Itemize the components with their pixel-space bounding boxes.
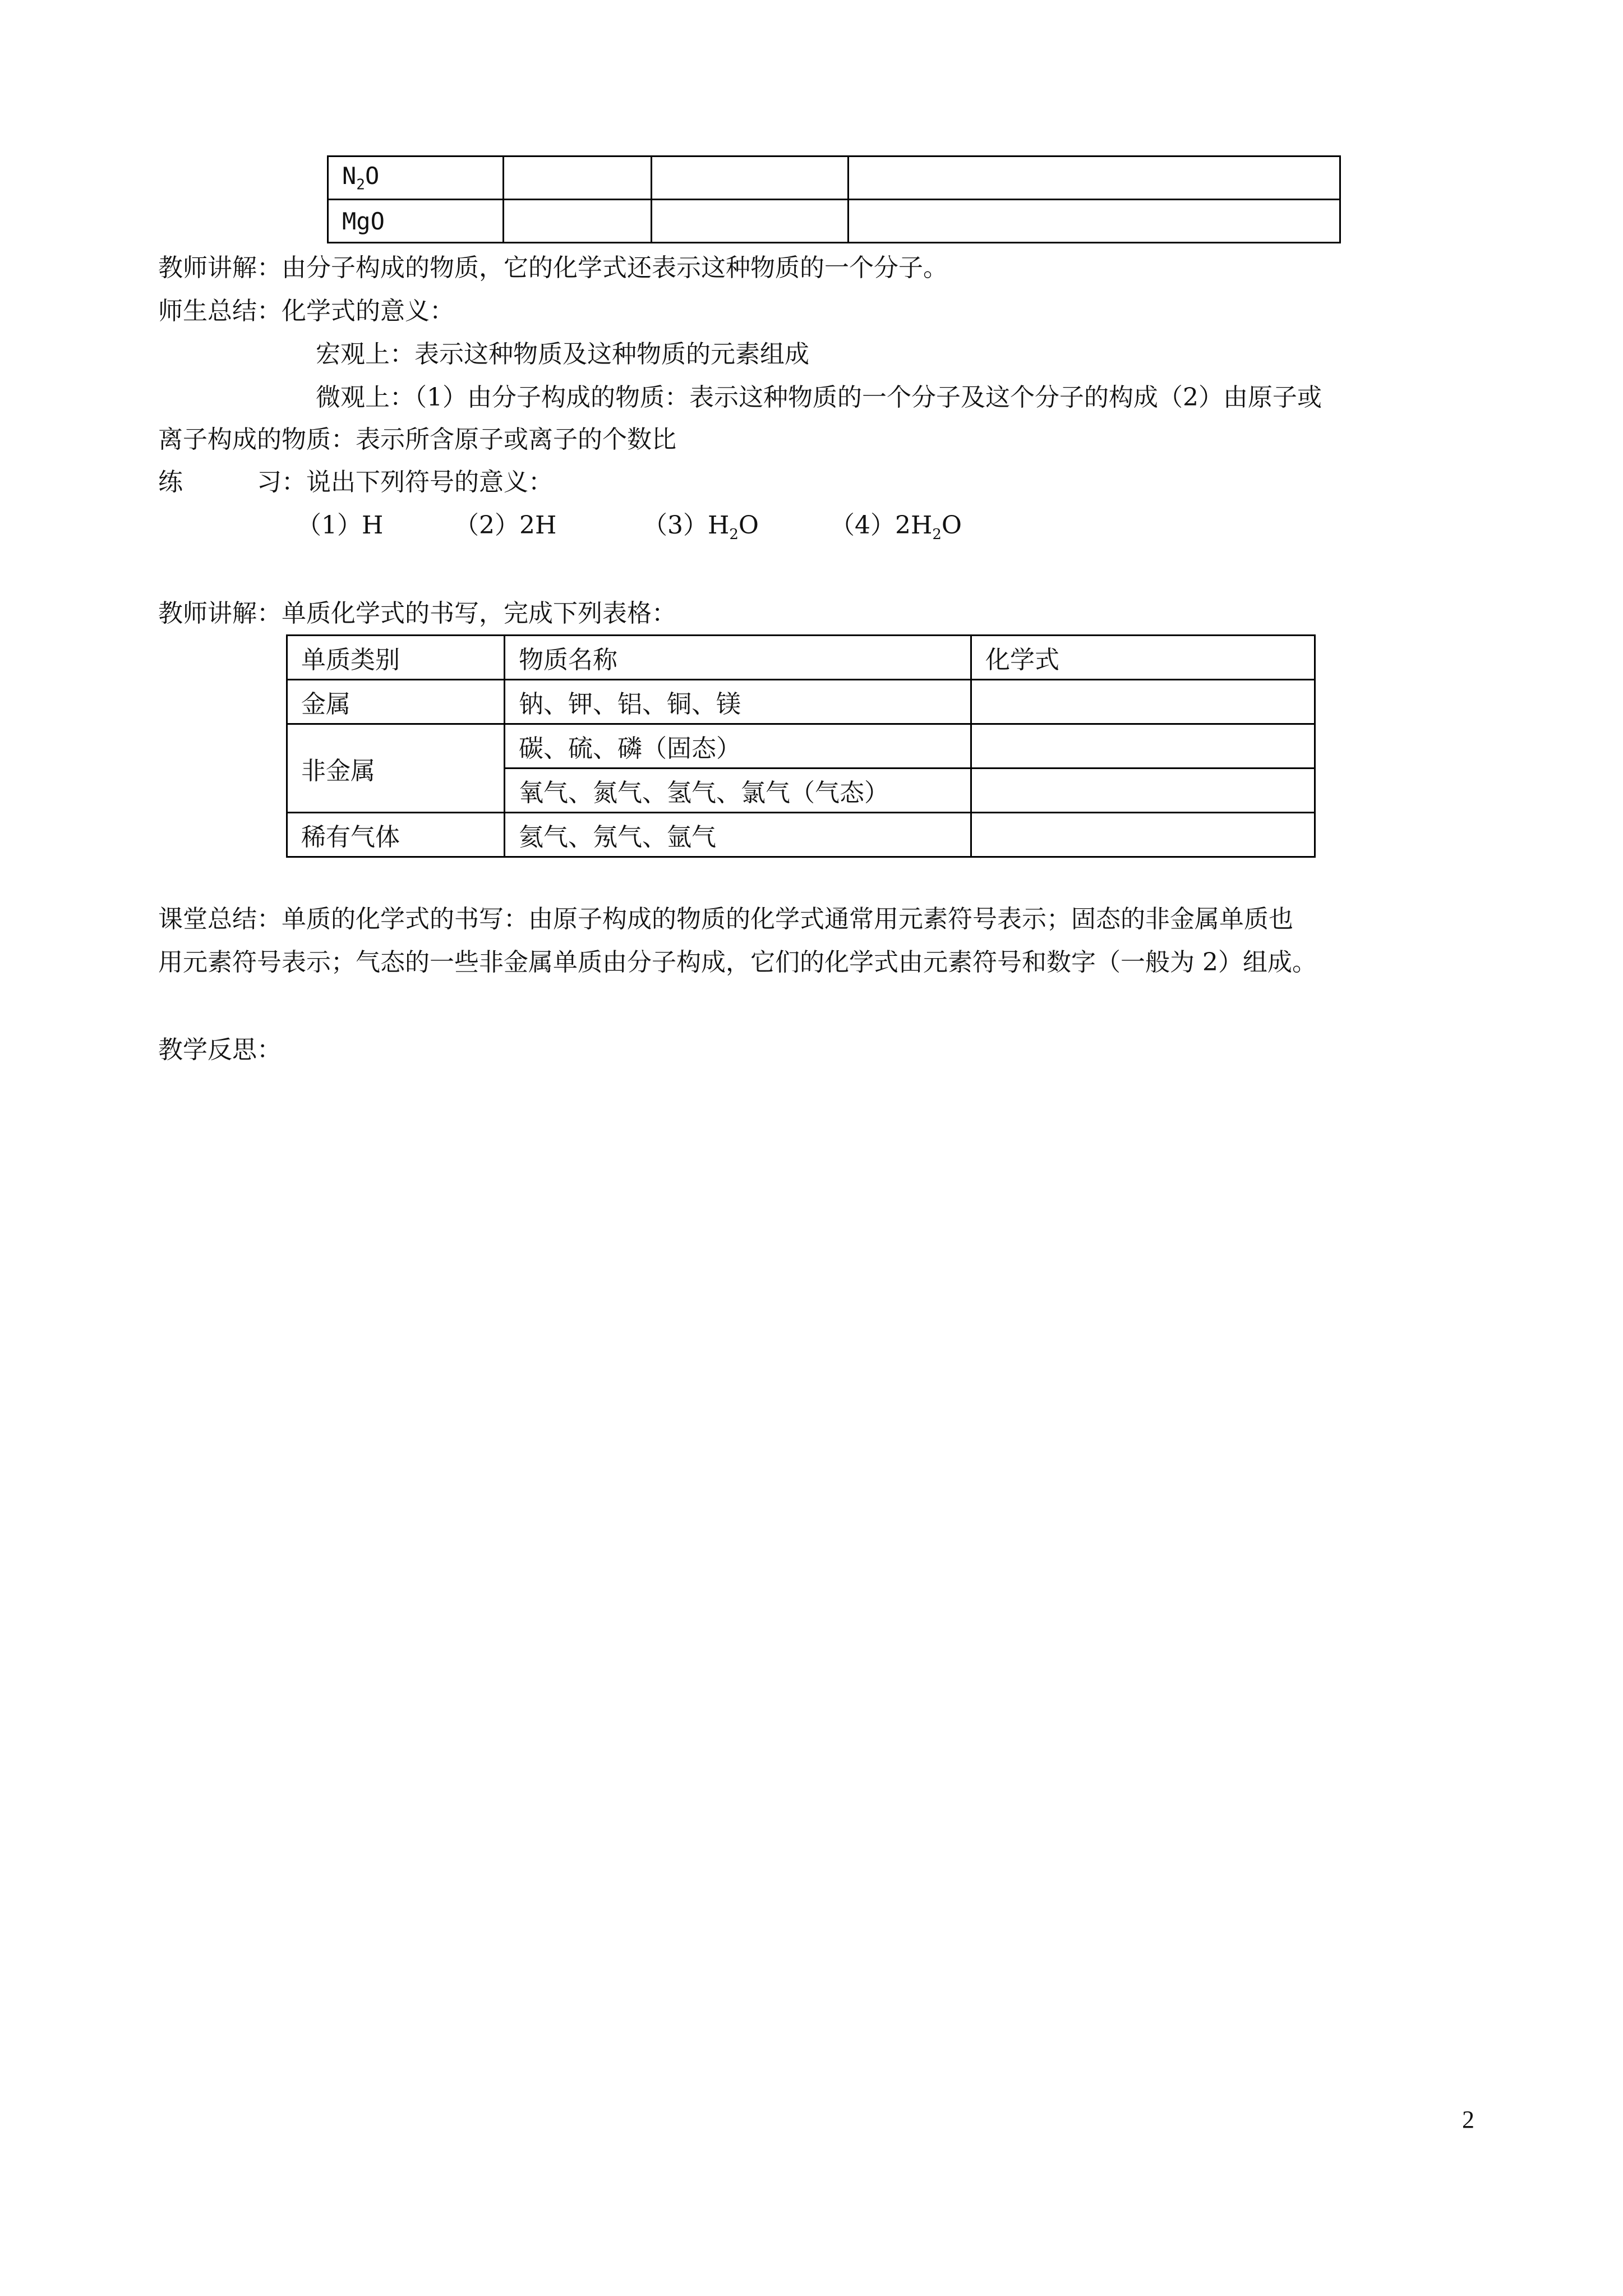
teacher-explain-line-2: 教师讲解：单质化学式的书写，完成下列表格： <box>158 599 676 628</box>
micro-meaning-line1: 微观上：（1）由分子构成的物质：表示这种物质的一个分子及这个分子的构成（2）由原子或 <box>316 383 1322 412</box>
header-category: 单质类别 <box>287 636 505 680</box>
element-formula-table <box>286 634 1316 858</box>
practice-label-b: 习：说出下列符号的意义： <box>257 468 553 496</box>
formula-cell: $N_2O$ <box>328 157 504 200</box>
name-cell: 氧气、氮气、氢气、氯气（气态） <box>505 769 971 813</box>
macro-meaning: 宏观上：表示这种物质及这种物质的元素组成 <box>316 340 809 369</box>
teaching-reflection-label: 教学反思： <box>158 1036 282 1064</box>
name-cell: 钠、钾、铝、铜、镁 <box>505 680 971 724</box>
category-cell: 金属 <box>287 680 505 724</box>
practice-item-4: $(4)2H_2O$ <box>830 511 962 543</box>
class-summary-line2: 用元素符号表示；气态的一些非金属单质由分子构成，它们的化学式由元素符号和数字（一般为 2）组成。 <box>158 948 1317 977</box>
micro-meaning-line2: 离子构成的物质：表示所含原子或离子的个数比 <box>158 425 676 454</box>
practice-item-3: $(3)H_2O$ <box>643 511 759 543</box>
class-summary-line1: 课堂总结：单质的化学式的书写：由原子构成的物质的化学式通常用元素符号表示；固态的非金属单质也 <box>158 905 1293 933</box>
category-cell: 非金属 <box>287 724 505 813</box>
name-cell: 碳、硫、磷（固态） <box>505 724 971 769</box>
header-name: 物质名称 <box>505 636 971 680</box>
formula-answer-cell <box>971 769 1315 813</box>
formula-answer-cell <box>971 680 1315 724</box>
table-row <box>328 157 1340 200</box>
practice-item-2: （2）2H <box>454 511 557 540</box>
table-row <box>287 813 1315 857</box>
table-row <box>287 724 1315 769</box>
header-formula: 化学式 <box>971 636 1315 680</box>
table-row <box>328 200 1340 243</box>
table-header-row <box>287 636 1315 680</box>
formula-answer-cell <box>971 724 1315 769</box>
practice-item-1: （1）H <box>297 511 384 540</box>
name-cell: 氦气、氖气、氩气 <box>505 813 971 857</box>
formula-table-top <box>327 155 1341 243</box>
category-cell: 稀有气体 <box>287 813 505 857</box>
formula-cell: MgO <box>328 200 504 243</box>
teacher-explain-line: 教师讲解：由分子构成的物质，它的化学式还表示这种物质的一个分子。 <box>158 254 948 282</box>
table-row <box>287 680 1315 724</box>
page-number: 2 <box>1462 2106 1474 2133</box>
formula-answer-cell <box>971 813 1315 857</box>
summary-label: 师生总结：化学式的意义： <box>158 297 454 325</box>
practice-label-a: 练 <box>158 468 183 496</box>
